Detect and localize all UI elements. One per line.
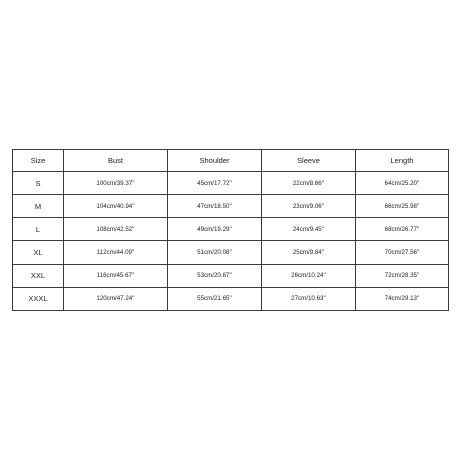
header-size: Size — [13, 150, 64, 172]
table-row — [13, 241, 449, 264]
header-bust: Bust — [64, 150, 168, 172]
sleeve-cell: 23cm/9.06'' — [262, 195, 356, 218]
shoulder-cell: 49cm/19.29'' — [168, 218, 262, 241]
sleeve-cell: 24cm/9.45'' — [262, 218, 356, 241]
bust-cell: 116cm/45.67'' — [64, 264, 168, 287]
length-cell: 68cm/26.77'' — [356, 218, 449, 241]
bust-cell: 108cm/42.52'' — [64, 218, 168, 241]
length-cell: 70cm/27.56'' — [356, 241, 449, 264]
shoulder-cell: 53cm/20.87'' — [168, 264, 262, 287]
bust-cell: 104cm/40.94'' — [64, 195, 168, 218]
sleeve-cell: 26cm/10.24'' — [262, 264, 356, 287]
table-row — [13, 172, 449, 195]
table-row — [13, 264, 449, 287]
size-cell: XXL — [13, 264, 64, 287]
header-length: Length — [356, 150, 449, 172]
size-cell: XXXL — [13, 287, 64, 310]
length-cell: 72cm/28.35'' — [356, 264, 449, 287]
table-row — [13, 287, 449, 310]
length-cell: 74cm/29.13'' — [356, 287, 449, 310]
shoulder-cell: 47cm/18.50'' — [168, 195, 262, 218]
size-cell: S — [13, 172, 64, 195]
bust-cell: 112cm/44.09'' — [64, 241, 168, 264]
header-sleeve: Sleeve — [262, 150, 356, 172]
sleeve-cell: 22cm/8.66'' — [262, 172, 356, 195]
bust-cell: 100cm/39.37'' — [64, 172, 168, 195]
header-shoulder: Shoulder — [168, 150, 262, 172]
shoulder-cell: 51cm/20.08'' — [168, 241, 262, 264]
table-row — [13, 218, 449, 241]
size-cell: XL — [13, 241, 64, 264]
shoulder-cell: 45cm/17.72'' — [168, 172, 262, 195]
header-row — [13, 150, 449, 172]
size-chart-table — [12, 149, 449, 311]
bust-cell: 120cm/47.24'' — [64, 287, 168, 310]
size-cell: M — [13, 195, 64, 218]
size-cell: L — [13, 218, 64, 241]
table-row — [13, 195, 449, 218]
sleeve-cell: 27cm/10.63'' — [262, 287, 356, 310]
shoulder-cell: 55cm/21.65'' — [168, 287, 262, 310]
sleeve-cell: 25cm/9.84'' — [262, 241, 356, 264]
length-cell: 66cm/25.98'' — [356, 195, 449, 218]
length-cell: 64cm/25.20'' — [356, 172, 449, 195]
